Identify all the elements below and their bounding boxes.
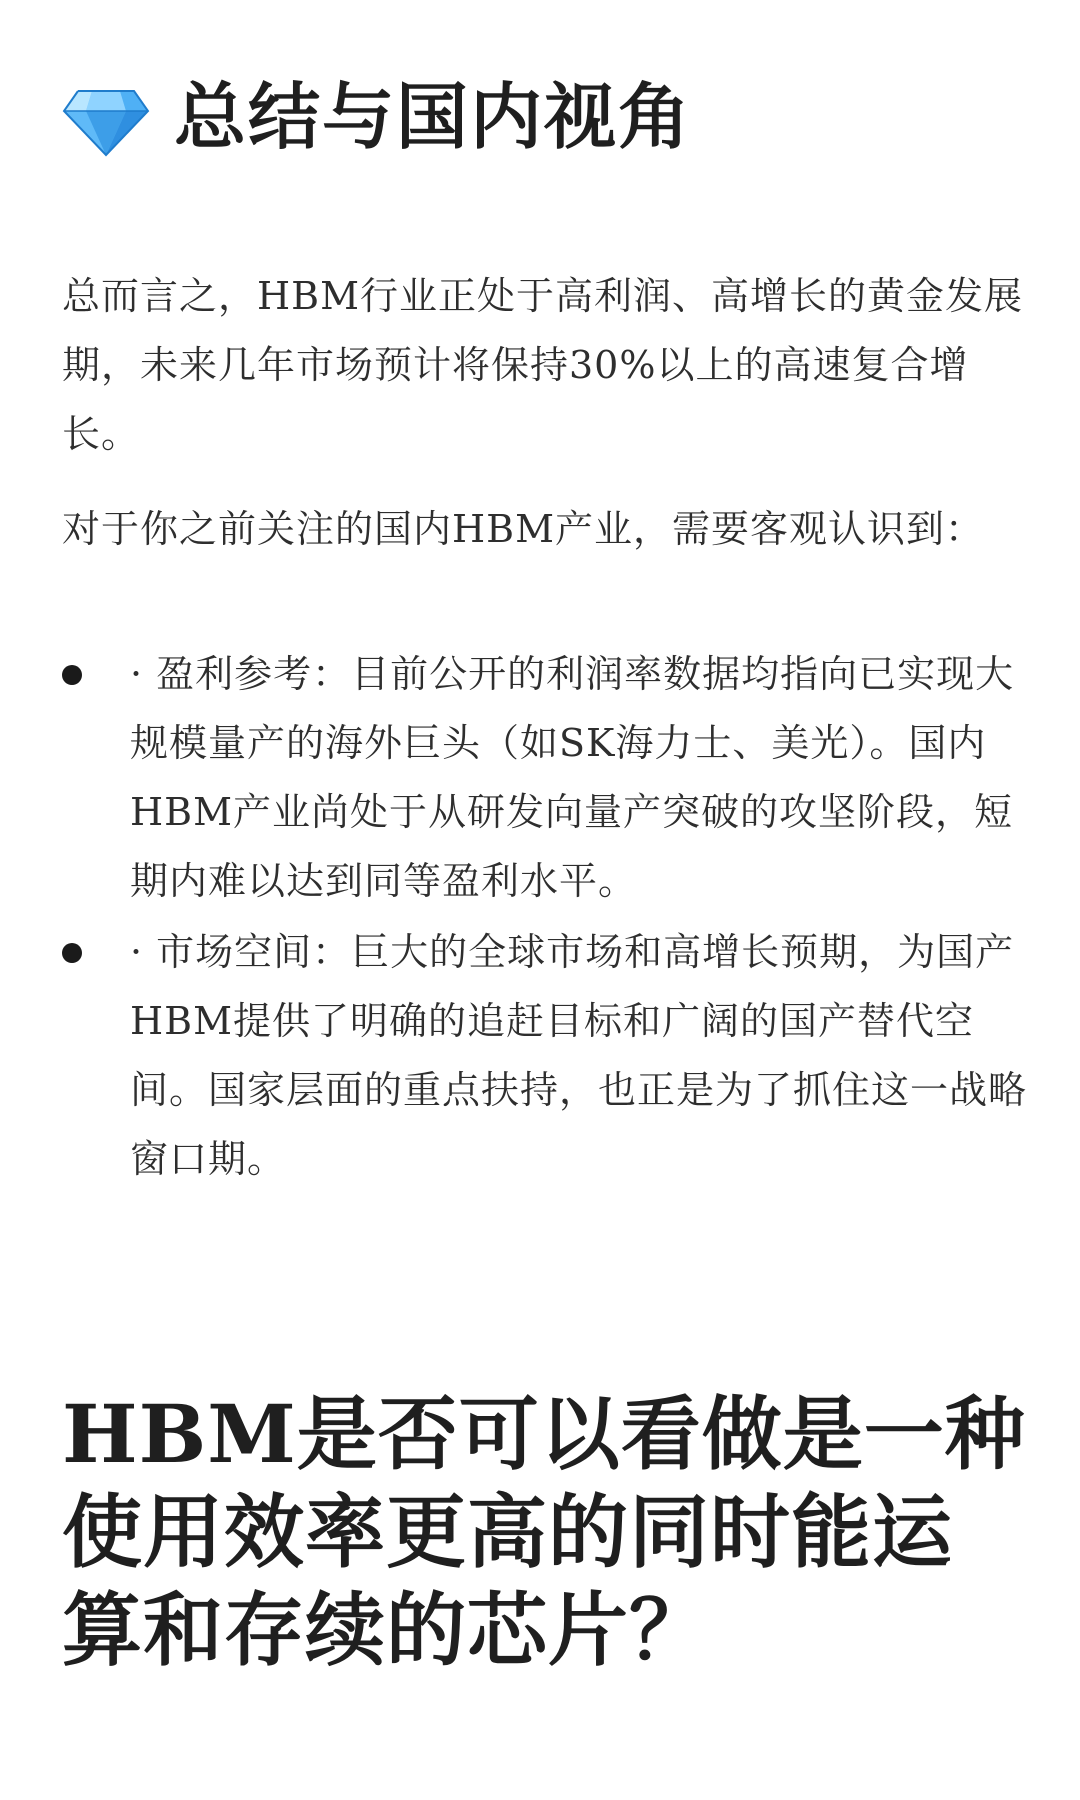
- question-heading: HBM是否可以看做是一种使用效率更高的同时能运算和存续的芯片？: [62, 1387, 1026, 1677]
- summary-paragraph: 总而言之，HBM行业正处于高利润、高增长的黄金发展期，未来几年市场预计将保持30%以上的高速复合增长。: [62, 274, 1023, 456]
- bullet-dot: [62, 943, 82, 963]
- bullet-text: · 盈利参考：目前公开的利润率数据均指向已实现大规模量产的海外巨头（如SK海力士、美光）。国内HBM产业尚处于从研发向量产突破的攻坚阶段，短期内难以达到同等盈利水平。: [130, 652, 1015, 903]
- list-item: [0, 640, 1030, 916]
- bullet-list: [0, 640, 1080, 1194]
- gem-icon: [62, 73, 150, 161]
- list-item: [0, 918, 1030, 1194]
- intro-paragraph: 对于你之前关注的国内HBM产业，需要客观认识到：: [62, 507, 984, 551]
- section-title: 总结与国内视角: [174, 75, 693, 159]
- bullet-text: · 市场空间：巨大的全球市场和高增长预期，为国产HBM提供了明确的追赶目标和广阔的国产替代空间。国家层面的重点扶持，也正是为了抓住这一战略窗口期。: [130, 930, 1028, 1181]
- bullet-dot: [62, 665, 82, 685]
- section-header: [62, 62, 692, 172]
